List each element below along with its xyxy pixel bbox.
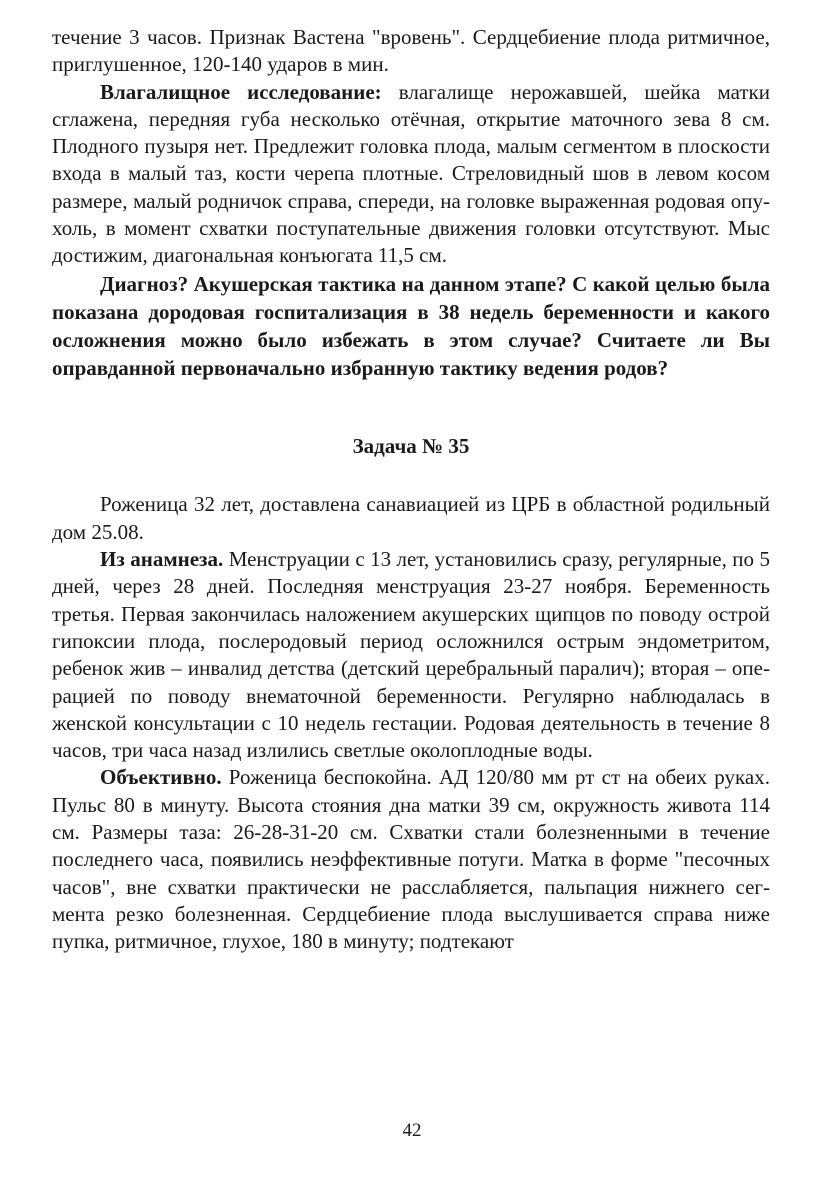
questions-paragraph: Диагноз? Акушерская тактика на данном этапе? С какой целью была показана дородовая госпитализация в 38 недель беременности и какого осложнения можно было избежать в этом случае? Считаете ли Вы оправданной первоначально избранную тактику ведения родов? <box>52 271 770 381</box>
page-number: 42 <box>402 1120 422 1141</box>
anamnesis-paragraph <box>52 546 770 764</box>
task-title: Задача № 35 <box>352 434 470 459</box>
objective-text: Роженица беспокойна. АД 120/80 мм рт ст на обеих руках. Пульс 80 в минуту. Высота стояния дна матки 39 см, окружность живота 114 см. Размеры таза: 26-28-31-20 см. Схватки стали болезненными в течение последнего часа, появились неэффективные потуги. Матка в форме "песочных часов", вне схватки практически не расслабляется, пальпация нижнего сегмента резко болезненная. Сердцебиение плода выслушивается справа ниже пупка, ритмичное, глухое, 180 в минуту; подтекают <box>52 765 770 954</box>
vaginal-exam-text: влагалище нерожавшей, шейка матки сглажена, передняя губа несколько отёчная, открытие маточного зева 8 см. Плодного пузыря нет. Предлежит головка плода, малым сегментом в плоскости входа в малый таз, кости черепа плотные. Стреловидный шов в левом косом размере, малый родничок справа, спереди, на головке выраженная родовая опухоль, в момент схватки поступательные движения головки отсутствуют. Мыс достижим, диагональная конъюгата 11,5 см. <box>52 79 770 268</box>
document-page <box>52 24 770 956</box>
anamnesis-text: Менструации с 13 лет, установились сразу, регулярные, по 5 дней, через 28 дней. Последняя менструация 23-27 ноября. Беременность третья. Первая закончилась наложением акушерских щипцов по поводу острой гипоксии плода, послеродовый период осложнился острым эндометритом, ребенок жив – инвалид детства (детский церебральный паралич); вторая – операцией по поводу внематочной беременности. Регулярно наблюдалась в женской консультации с 10 недель гестации. Родовая деятельность в течение 8 часов, три часа назад излились светлые околоплодные воды. <box>52 547 770 763</box>
objective-heading: Объективно. <box>100 765 222 790</box>
anamnesis-heading: Из анамнеза. <box>100 547 224 572</box>
continuation-text: течение 3 часов. Признак Вастена "вровень". Сердцебиение плода ритмичное, приглушенное, 120-140 ударов в мин. <box>52 25 770 77</box>
task-intro-paragraph: Роженица 32 лет, доставлена санавиацией из ЦРБ в областной родильный дом 25.08. <box>52 492 770 544</box>
objective-paragraph <box>52 764 770 955</box>
continuation-paragraph <box>52 24 770 79</box>
vaginal-exam-paragraph <box>52 79 770 270</box>
vaginal-exam-heading: Влагалищное исследование: <box>100 79 382 104</box>
